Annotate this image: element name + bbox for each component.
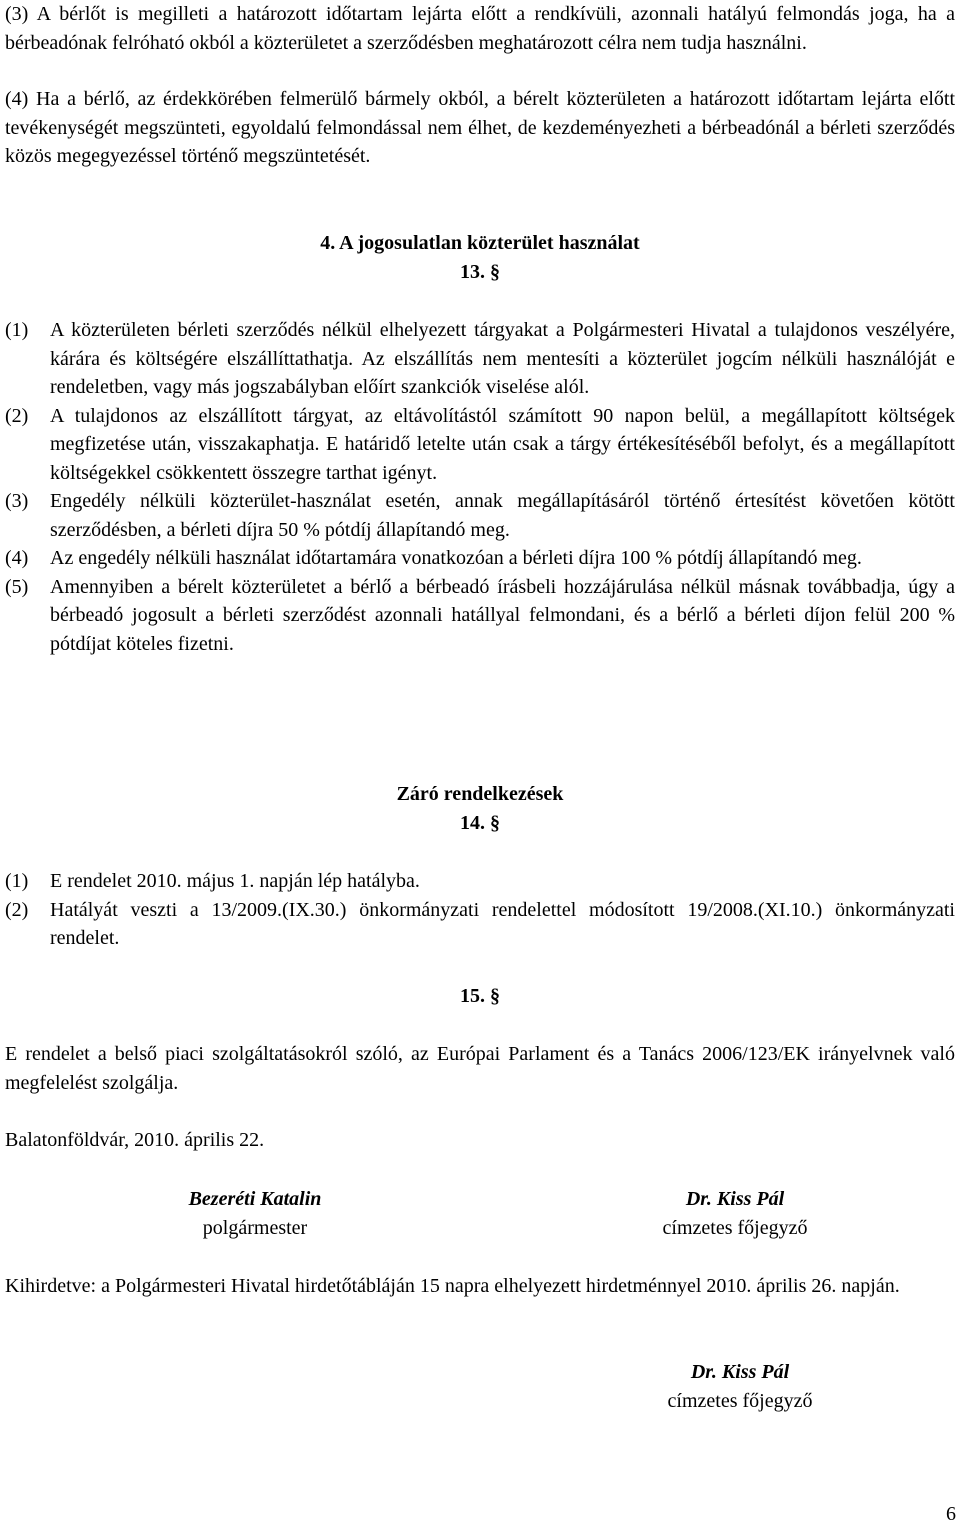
- section-13-item-3: [5, 487, 955, 544]
- page-number: 6: [946, 1503, 956, 1525]
- section-15-text: E rendelet a belső piaci szolgáltatásokról szóló, az Európai Parlament és a Tanács 2006/123/EK irányelvnek való megfelelést szolgálja.: [5, 1043, 955, 1094]
- item-label: (3): [5, 490, 29, 512]
- item-label: (1): [5, 870, 29, 892]
- final-signature-name: Dr. Kiss Pál: [690, 1361, 790, 1383]
- mayor-signature: [105, 1185, 405, 1242]
- section-14-number-text: 14.: [460, 812, 485, 834]
- final-signature-role: címzetes főjegyző: [667, 1389, 813, 1412]
- section-14-item-2: [5, 896, 955, 953]
- item-label: (1): [5, 319, 29, 341]
- section-sign-icon: §: [490, 812, 500, 834]
- place-and-date: Balatonföldvár, 2010. április 22.: [5, 1129, 265, 1151]
- item-label: (4): [5, 547, 29, 569]
- section-15-number-text: 15.: [460, 985, 485, 1007]
- paragraph-12-3: (3) A bérlőt is megilleti a határozott időtartam lejárta előtt a rendkívüli, azonnali hatályú felmondás joga, ha a bérbeadónak felróható okból a közterületet a szerződésben meghatározott célra nem tudja használni.: [5, 3, 955, 54]
- item-text: Amennyiben a bérelt közterületet a bérlő a bérbeadó írásbeli hozzájárulása nélkül másnak továbbadja, úgy a bérbeadó jogosult a bérleti szerződést azonnali hatállyal felmondani, és a bérlő a bérleti díjon felül 200 % pótdíjat köteles fizetni.: [50, 575, 955, 655]
- section-15-number: [0, 982, 960, 1011]
- mayor-role: polgármester: [202, 1216, 308, 1239]
- item-text: Az engedély nélküli használat időtartamára vonatkozóan a bérleti díjra 100 % pótdíj állapítandó meg.: [50, 547, 862, 569]
- section-sign-icon: §: [490, 261, 500, 283]
- section-13-items: [5, 316, 955, 658]
- section-13-item-2: [5, 402, 955, 488]
- mayor-name: Bezeréti Katalin: [188, 1188, 322, 1210]
- item-label: (2): [5, 404, 29, 427]
- section-14-number: [0, 809, 960, 838]
- item-text: Engedély nélküli közterület-használat esetén, annak megállapításáról történő értesítést követően kötött szerződésben, a bérleti díjra 50 % pótdíj állapítandó meg.: [50, 490, 955, 541]
- item-text: Hatályát veszti a 13/2009.(IX.30.) önkormányzati rendelettel módosított 19/2008.(XI.10.) önkormányzati rendelet.: [50, 898, 955, 949]
- section-13-item-4: [5, 544, 955, 573]
- item-label: (2): [5, 898, 29, 921]
- section-14-item-1: [5, 867, 955, 896]
- item-text: A közterületen bérleti szerződés nélkül elhelyezett tárgyakat a Polgármesteri Hivatal a tulajdonos veszélyére, kárára és költségére elszállíttathatja. Az elszállítás nem mentesíti a közterület jogcím nélküli használóját e rendeletben, vagy más jogszabályban előírt szankciók viselése alól.: [50, 319, 955, 398]
- section-sign-icon: §: [490, 985, 500, 1007]
- section-13-number-text: 13.: [460, 261, 485, 283]
- section-14-items: [5, 867, 955, 953]
- section-13-item-5: [5, 573, 955, 659]
- item-text: E rendelet 2010. május 1. napján lép hatályba.: [50, 870, 420, 892]
- notary-name: Dr. Kiss Pál: [685, 1188, 785, 1210]
- section-13-number: [0, 258, 960, 287]
- item-text: A tulajdonos az elszállított tárgyat, az eltávolítástól számított 90 napon belül, a megállapított költségek megfizetése után, visszakaphatja. E határidő letelte után csak a tárgy értékesítéséből befolyt, és a megállapított költségekkel csökkentett összegre tarthat igényt.: [50, 404, 955, 484]
- item-label: (5): [5, 575, 29, 598]
- section-13-item-1: [5, 316, 955, 402]
- notary-signature: [585, 1185, 885, 1242]
- closing-heading: Záró rendelkezések: [396, 783, 564, 805]
- paragraph-12-4: (4) Ha a bérlő, az érdekkörében felmerülő bármely okból, a bérelt közterületen a határozott időtartam lejárta előtt tevékenységét megszünteti, egyoldalú felmondással nem élhet, de kezdeményezheti a bérbeadónál a bérleti szerződés közös megegyezéssel történő megszüntetését.: [5, 88, 955, 167]
- final-signature: [590, 1358, 890, 1415]
- announcement: Kihirdetve: a Polgármesteri Hivatal hirdetőtábláján 15 napra elhelyezett hirdetménnyel 2010. április 26. napján.: [5, 1275, 900, 1297]
- section-4-heading: 4. A jogosulatlan közterület használat: [320, 232, 640, 254]
- notary-role: címzetes főjegyző: [662, 1216, 808, 1239]
